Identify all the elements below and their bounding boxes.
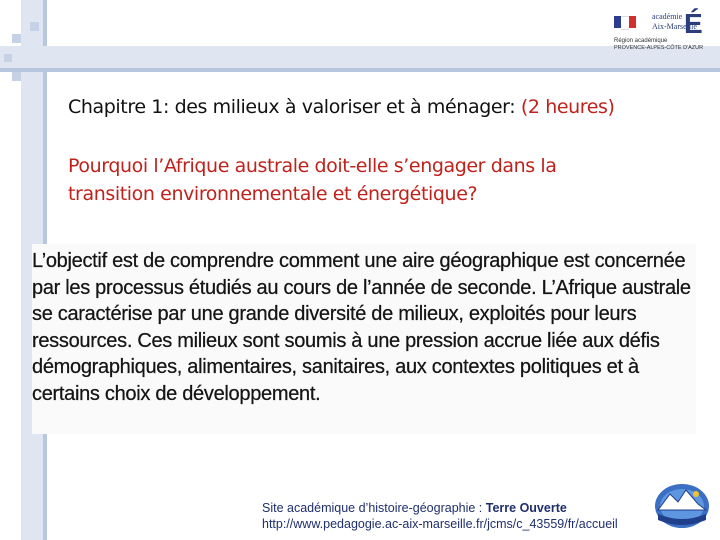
- chapter-title-text: Chapitre 1: des milieux à valoriser et à ménager:: [68, 96, 516, 118]
- decor-square: [12, 34, 21, 43]
- chapter-duration: (2 heures): [520, 96, 615, 118]
- academy-logo: [612, 8, 712, 54]
- footer-credits: [262, 500, 618, 532]
- problem-question: Pourquoi l’Afrique australe doit-elle s’engager dans la transition environnementale et énergétique?: [68, 155, 557, 205]
- footer-url[interactable]: http://www.pedagogie.ac-aix-marseille.fr/jcms/c_43559/fr/accueil: [262, 517, 618, 531]
- academy-e-mark: É: [684, 8, 703, 39]
- decor-square: [12, 72, 21, 81]
- footer-site-line: [262, 500, 618, 516]
- footer-site-name[interactable]: Terre Ouverte: [485, 501, 567, 515]
- region-label: Région académique: [614, 38, 668, 44]
- terre-ouverte-logo-icon: [652, 480, 712, 530]
- academy-name-line1: académie: [652, 12, 683, 21]
- decor-horizontal-line: [0, 68, 720, 72]
- republic-flag-icon: [614, 16, 636, 28]
- chapter-title: [68, 96, 615, 118]
- objective-paragraph: L’objectif est de comprendre comment une aire géographique est concernée par les processus étudiés au cours de l’année de seconde. L’Afrique australe se caractérise par une grande diversité de milieux, exploités pour leurs ressources. Ces milieux sont soumis à une pression accrue liée aux défis démographiques, alimentaires, sanitaires, aux contextes politiques et à certains choix de développement.: [32, 244, 696, 434]
- footer-site-prefix: Site académique d’histoire-géographie :: [262, 501, 486, 515]
- decor-square: [4, 54, 12, 62]
- decor-square: [30, 22, 39, 31]
- academy-name-line2: Aix-Marseille: [652, 22, 697, 31]
- region-name: PROVENCE-ALPES-CÔTE D'AZUR: [614, 45, 704, 51]
